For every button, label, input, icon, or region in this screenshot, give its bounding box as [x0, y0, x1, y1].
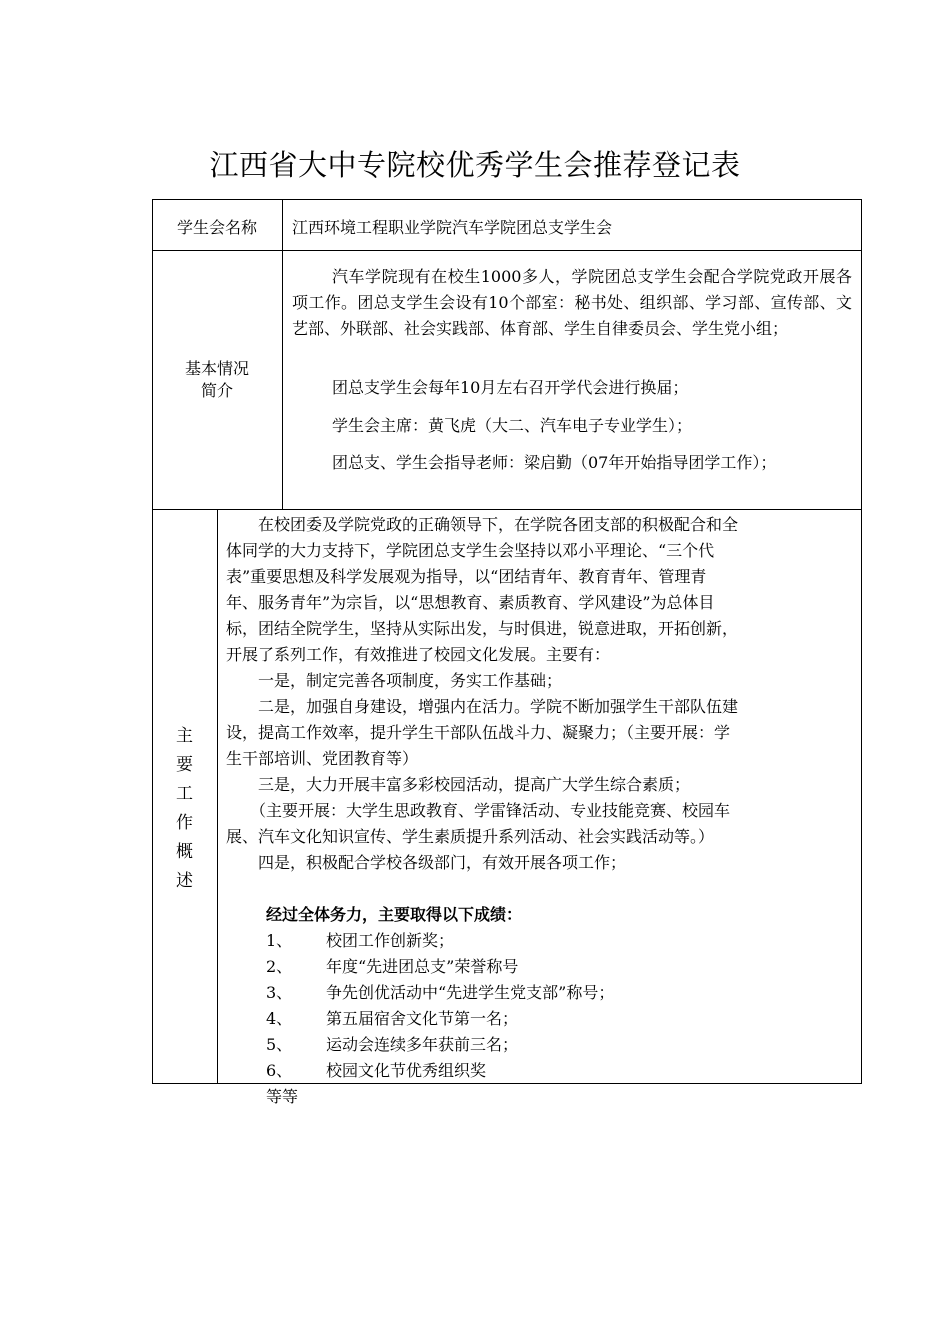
achievement-number: 6、: [266, 1061, 293, 1080]
student-union-name-value: 江西环境工程职业学院汽车学院团总支学生会: [292, 218, 613, 237]
work-overview-line: 体同学的大力支持下，学院团总支学生会坚持以邓小平理论、“三个代: [226, 541, 715, 560]
closing-text-value: 等等: [266, 1087, 299, 1106]
achievement-text: 年度“先进团总支”荣誉称号: [326, 957, 519, 976]
work-overview-line: （主要开展：大学生思政教育、学雷锋活动、专业技能竞赛、校园车: [226, 801, 731, 820]
work-overview-line: 年、服务青年”为宗旨，以“思想教育、素质教育、学风建设”为总体目: [226, 593, 715, 612]
achievements-heading: [226, 902, 856, 928]
basic-info-label-line1: 基本情况: [184, 359, 249, 378]
achievement-text: 第五届宿舍文化节第一名；: [326, 1009, 519, 1028]
achievement-item: [226, 1058, 856, 1084]
work-overview-line: 二是，加强自身建设，增强内在活力。学院不断加强学生干部队伍建: [226, 697, 739, 716]
work-overview-label: [152, 722, 217, 896]
achievement-item: [226, 954, 856, 980]
achievement-number: 1、: [266, 931, 293, 950]
work-overview-label-char: 作: [176, 813, 193, 833]
work-overview-line: 四是，积极配合学校各级部门，有效开展各项工作；: [226, 853, 627, 872]
basic-info-paragraph: 汽车学院现有在校生1000多人，学院团总支学生会配合学院党政开展各项工作。团总支学生会设有10个部室：秘书处、组织部、学习部、宣传部、文艺部、外联部、社会实践部、体育部、学生自律委员会、学生党小组；: [292, 267, 852, 338]
work-overview-line: 在校团委及学院党政的正确领导下，在学院各团支部的积极配合和全: [226, 515, 739, 534]
achievement-number: 2、: [266, 957, 293, 976]
column-divider: [217, 509, 218, 1084]
form-title: 江西省大中专院校优秀学生会推荐登记表: [209, 148, 741, 182]
work-overview-label-char: 要: [176, 755, 193, 775]
work-overview-line: 设，提高工作效率，提升学生干部队伍战斗力、凝聚力；（主要开展：学: [226, 723, 731, 742]
work-overview-line: 表”重要思想及科学发展观为指导，以“团结青年、教育青年、管理青: [226, 567, 707, 586]
student-union-name-label: 学生会名称: [176, 218, 257, 237]
work-overview-line: 生干部培训、党团教育等）: [226, 749, 419, 768]
work-overview-label-char: 工: [176, 784, 193, 804]
achievement-text: 运动会连续多年获前三名；: [326, 1035, 519, 1054]
basic-info-label: [152, 358, 282, 402]
column-divider: [282, 199, 283, 509]
achievement-number: 4、: [266, 1009, 293, 1028]
basic-info-paragraph: 团总支、学生会指导老师：梁启勤（07年开始指导团学工作）；: [332, 453, 777, 472]
basic-info-label-line2: 简介: [200, 381, 233, 400]
work-overview-label-char: 概: [176, 842, 193, 862]
achievement-item: [226, 928, 856, 954]
achievement-item: [226, 980, 856, 1006]
achievement-item: [226, 1032, 856, 1058]
closing-text: [226, 1084, 856, 1110]
row-divider: [152, 250, 862, 251]
achievement-text: 争先创优活动中“先进学生党支部”称号；: [326, 983, 615, 1002]
work-overview-line: 开展了系列工作，有效推进了校园文化发展。主要有：: [226, 645, 611, 664]
achievement-number: 5、: [266, 1035, 293, 1054]
work-overview-line: 展、汽车文化知识宣传、学生素质提升系列活动、社会实践活动等。）: [226, 827, 715, 846]
row-divider: [152, 509, 862, 510]
work-overview-line: 标，团结全院学生，坚持从实际出发，与时俱进，锐意进取，开拓创新，: [226, 619, 739, 638]
achievement-text: 校团工作创新奖；: [326, 931, 455, 950]
work-overview-line: 三是，大力开展丰富多彩校园活动，提高广大学生综合素质；: [226, 775, 691, 794]
work-overview-label-char: 主: [176, 726, 193, 746]
achievement-text: 校园文化节优秀组织奖: [326, 1061, 487, 1080]
work-overview-line: 一是，制定完善各项制度，务实工作基础；: [226, 671, 563, 690]
blank-line: [226, 876, 856, 902]
work-overview-label-char: 述: [176, 871, 193, 891]
achievement-item: [226, 1006, 856, 1032]
basic-info-paragraph: 学生会主席：黄飞虎（大二、汽车电子专业学生）；: [332, 416, 693, 435]
achievements-heading-text: 经过全体务力，主要取得以下成绩：: [266, 905, 523, 924]
basic-info-paragraph: 团总支学生会每年10月左右召开学代会进行换届；: [332, 378, 689, 397]
achievement-number: 3、: [266, 983, 293, 1002]
work-overview-body: [226, 512, 856, 1110]
